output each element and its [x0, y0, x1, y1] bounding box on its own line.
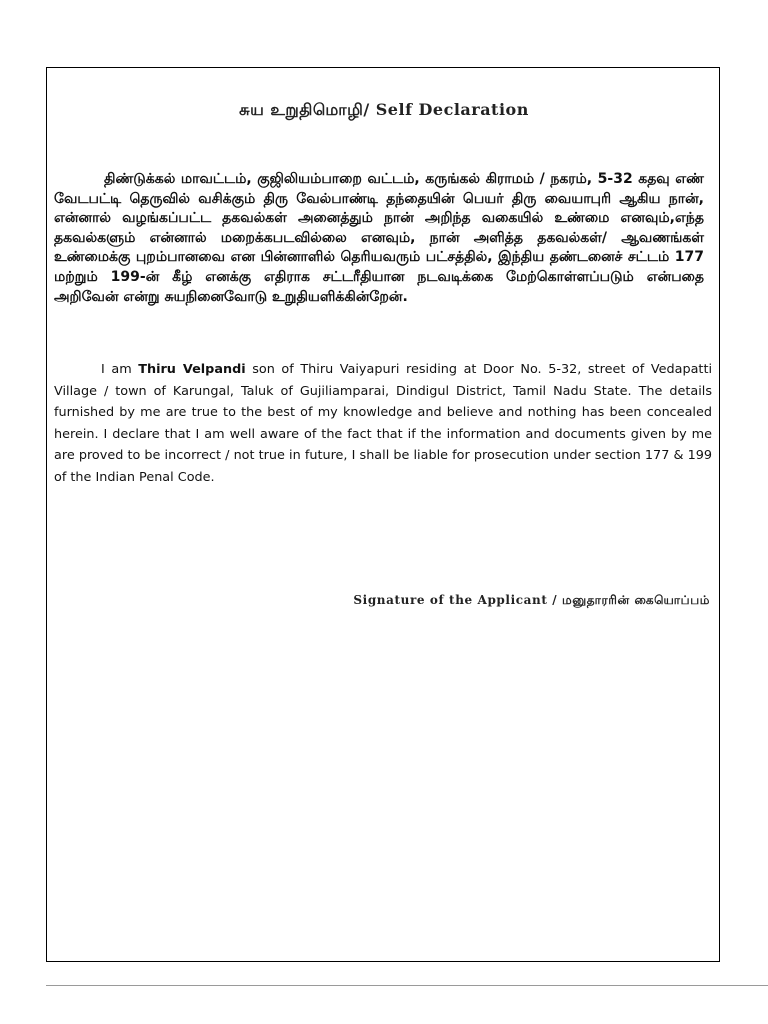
- english-declaration-paragraph: [54, 359, 712, 489]
- english-paragraph-prefix: I am: [101, 362, 139, 377]
- document-title: சுய உறுதிமொழி/ Self Declaration: [239, 100, 529, 119]
- tamil-declaration-paragraph: திண்டுக்கல் மாவட்டம், குஜிலியம்பாறை வட்டம், கருங்கல் கிராமம் / நகரம், 5-32 கதவு எண் வேடபட்டி தெருவில் வசிக்கும் திரு வேல்பாண்டி தந்தையின் பெயர் திரு வையாபுரி ஆகிய நான், என்னால் வழங்கப்பட்ட தகவல்கள் அனைத்தும் நான் அறிந்த வகையில் உண்மை எனவும்,எந்த தகவல்களும் என்னால் மறைக்கபடவில்லை எனவும், நான் அளித்த தகவல்கள்/ ஆவணங்கள் உண்மைக்கு புறம்பானவை என பின்னாளில் தெரியவரும் பட்சத்தில், இந்திய தண்டனைச் சட்டம் 177 மற்றும் 199-ன் கீழ் எனக்கு எதிராக சட்டரீதியான நடவடிக்கை மேற்கொள்ளப்படும் என்பதை அறிவேன் என்று சுயநினைவோடு உறுதியளிக்கின்றேன்.: [54, 171, 704, 305]
- signature-label: Signature of the Applicant / மனுதாரரின் கையொப்பம்: [353, 593, 710, 607]
- english-paragraph-body: son of Thiru Vaiyapuri residing at Door No. 5-32, street of Vedapatti Village / town of Karungal, Taluk of Gujiliamparai, Dindigul District, Tamil Nadu State. The details furnished by me are true to the best of my knowledge and believe and nothing has been concealed herein. I declare that I am well aware of the fact that if the information and documents given by me are proved to be incorrect / not true in future, I shall be liable for prosecution under section 177 & 199 of the Indian Penal Code.: [54, 362, 713, 485]
- page-bottom-rule: [46, 985, 768, 986]
- applicant-name: Thiru Velpandi: [138, 362, 246, 377]
